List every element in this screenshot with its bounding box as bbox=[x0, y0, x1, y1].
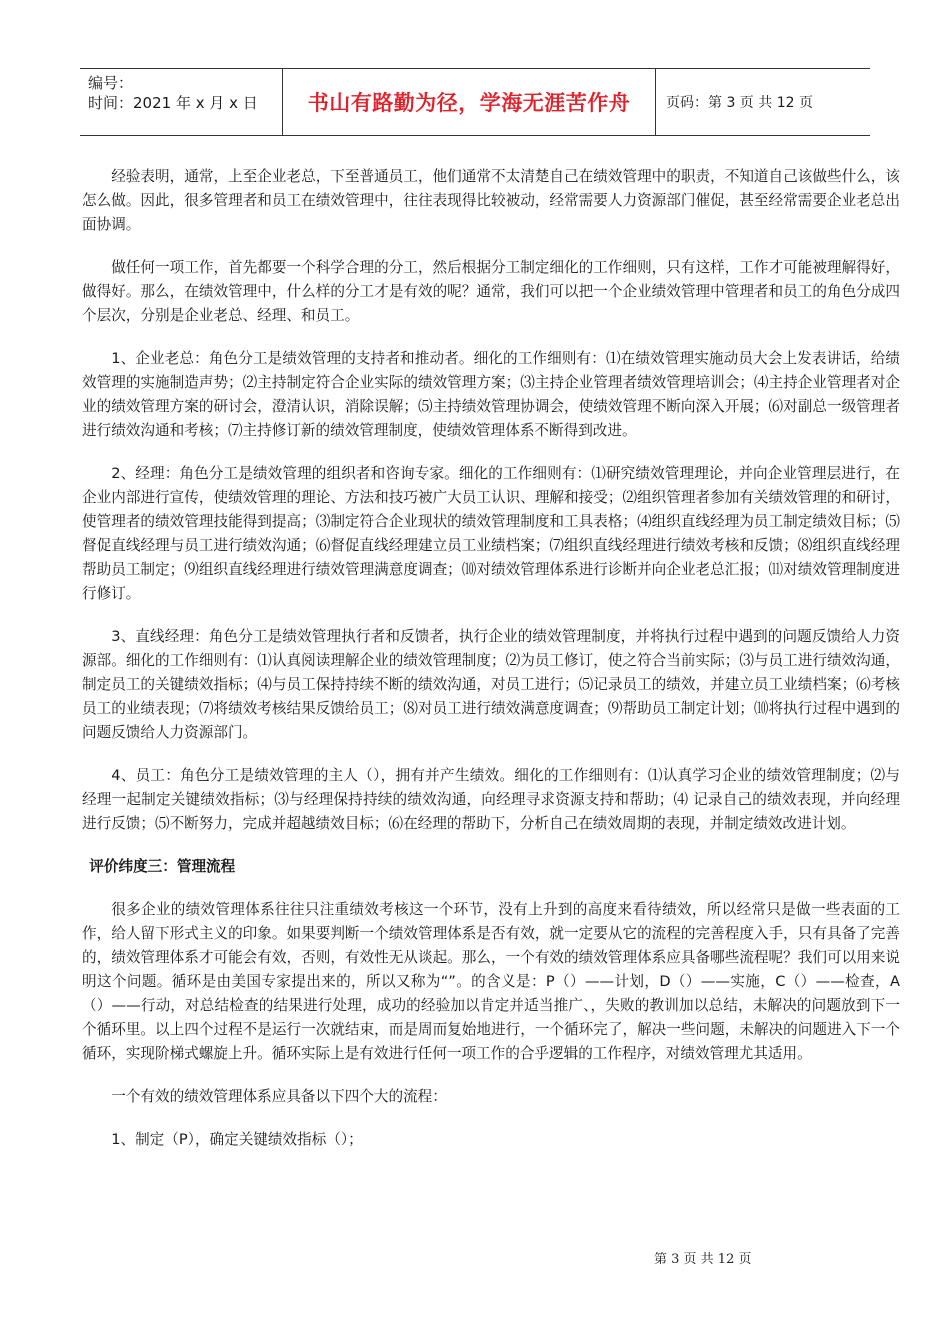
document-number-label: 编号： bbox=[88, 74, 134, 92]
header-page-info: 页码：第 3 页 共 12 页 bbox=[666, 95, 813, 111]
section-heading: 评价纬度三：管理流程 bbox=[89, 858, 236, 875]
paragraph-role-ceo: 1、企业老总：角色分工是绩效管理的支持者和推动者。细化的工作细则有：⑴在绩效管理实施动员大会上发表讲话，给绩效管理的实施制造声势；⑵主持制定符合企业实际的绩效管理方案；⑶主持企业管理者绩效管理培训会；⑷主持企业管理者对企业的绩效管理方案的研讨会，澄清认识，消除误解；⑸主持绩效管理协调会，使绩效管理不断向深入开展；⑹对副总一级管理者进行绩效沟通和考核；⑺主持修订新的绩效管理制度，使绩效管理体系不断得到改进。 bbox=[82, 350, 900, 439]
header-page-info-cell bbox=[656, 69, 870, 135]
header-motto-cell bbox=[283, 69, 656, 135]
paragraph-division-of-labor: 做任何一项工作，首先都要一个科学合理的分工，然后根据分工制定细化的工作细则，只有这样，工作才可能被理解得好，做得好。那么，在绩效管理中，什么样的分工才是有效的呢？通常，我们可以把一个企业绩效管理中管理者和员工的角色分成四个层次，分别是企业老总、经理、和员工。 bbox=[82, 259, 900, 324]
paragraph-four-processes: 一个有效的绩效管理体系应具备以下四个大的流程： bbox=[111, 1088, 447, 1105]
paragraph-intro: 经验表明，通常，上至企业老总，下至普通员工，他们通常不太清楚自己在绩效管理中的职责，不知道自己该做些什么，该怎么做。因此，很多管理者和员工在绩效管理中，往往表现得比较被动，经常需要人力资源部门催促，甚至经常需要企业老总出面协调。 bbox=[82, 168, 900, 233]
footer-page-info: 第 3 页 共 12 页 bbox=[654, 1252, 752, 1267]
document-body bbox=[82, 165, 900, 1171]
paragraph-role-line-manager: 3、直线经理：角色分工是绩效管理执行者和反馈者，执行企业的绩效管理制度，并将执行过程中遇到的问题反馈给人力资源部。细化的工作细则有：⑴认真阅读理解企业的绩效管理制度；⑵为员工修订，使之符合当前实际；⑶与员工进行绩效沟通，制定员工的关键绩效指标；⑷与员工保持持续不断的绩效沟通，对员工进行；⑸记录员工的绩效，并建立员工业绩档案；⑹考核员工的业绩表现；⑺将绩效考核结果反馈给员工；⑻对员工进行绩效满意度调查；⑼帮助员工制定计划；⑽将执行过程中遇到的问题反馈给人力资源部门。 bbox=[82, 628, 900, 741]
paragraph-role-employee: 4、员工：角色分工是绩效管理的主人（），拥有并产生绩效。细化的工作细则有：⑴认真学习企业的绩效管理制度；⑵与经理一起制定关键绩效指标；⑶与经理保持持续的绩效沟通，向经理寻求资源支持和帮助；⑷ 记录自己的绩效表现，并向经理进行反馈；⑸不断努力，完成并超越绩效目标；⑹在经理的帮助下，分析自己在绩效周期的表现，并制定绩效改进计划。 bbox=[82, 767, 900, 832]
page-header bbox=[80, 68, 870, 136]
paragraph-process-1: 1、制定（P），确定关键绩效指标（）； bbox=[111, 1131, 363, 1148]
paragraph-pdca: 很多企业的绩效管理体系往往只注重绩效考核这一个环节，没有上升到的高度来看待绩效，所以经常只是做一些表面的工作，给人留下形式主义的印象。如果要判断一个绩效管理体系是否有效，就一定要从它的流程的完善程度入手，只有具备了完善的，绩效管理体系才可能会有效，否则，有效性无从谈起。那么，一个有效的绩效管理体系应具备哪些流程呢？我们可以用来说明这个问题。循环是由美国专家提出来的，所以又称为“”。的含义是：P（）——计划，D（）——实施，C（）——检查，A（）——行动，对总结检查的结果进行处理，成功的经验加以肯定并适当推广、，失败的教训加以总结，未解决的问题放到下一个循环里。以上四个过程不是运行一次就结束，而是周而复始地进行，一个循环完了，解决一些问题，未解决的问题进入下一个循环，实现阶梯式螺旋上升。循环实际上是有效进行任何一项工作的合乎逻辑的工作程序，对绩效管理尤其适用。 bbox=[82, 901, 900, 1062]
header-motto: 书山有路勤为径，学海无涯苦作舟 bbox=[307, 91, 631, 115]
document-date-label: 时间：2021 年 x 月 x 日 bbox=[88, 94, 258, 112]
page-footer bbox=[654, 1248, 751, 1267]
header-meta bbox=[80, 69, 283, 135]
paragraph-role-manager: 2、经理：角色分工是绩效管理的组织者和咨询专家。细化的工作细则有：⑴研究绩效管理理论，并向企业管理层进行，在企业内部进行宣传，使绩效管理的理论、方法和技巧被广大员工认识、理解和接受；⑵组织管理者参加有关绩效管理的和研讨，使管理者的绩效管理技能得到提高；⑶制定符合企业现状的绩效管理制度和工具表格；⑷组织直线经理为员工制定绩效目标；⑸督促直线经理与员工进行绩效沟通；⑹督促直线经理建立员工业绩档案；⑺组织直线经理进行绩效考核和反馈；⑻组织直线经理帮助员工制定；⑼组织直线经理进行绩效管理满意度调查；⑽对绩效管理体系进行诊断并向企业老总汇报；⑾对绩效管理制度进行修订。 bbox=[82, 465, 900, 602]
